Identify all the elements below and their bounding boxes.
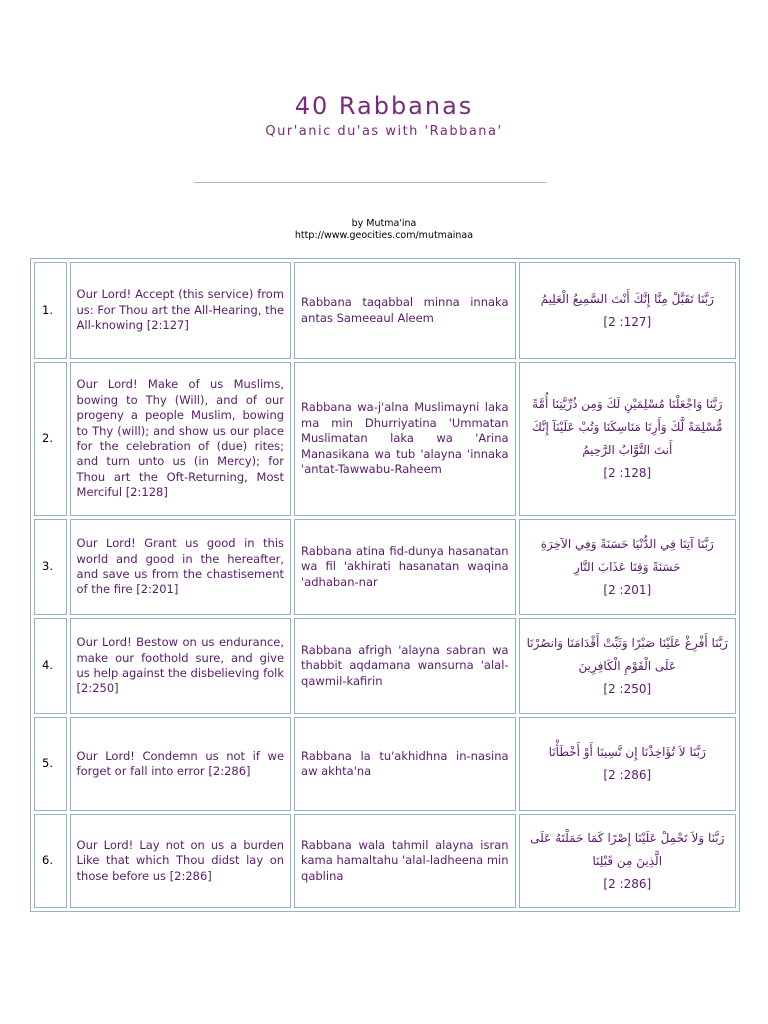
arabic-text: رَبَّنَا وَلاَ تَحْمِلْ عَلَيْنَا إِصْرًا كَمَا حَمَلْتَهُ عَلَى الَّذِينَ مِن قَبْلِنَا: [530, 830, 725, 868]
arabic-cell: [519, 262, 736, 359]
source-url: http://www.geocities.com/mutmainaa: [294, 230, 474, 241]
arabic-cell: [519, 814, 736, 908]
verse-reference: [2 :201]: [603, 582, 652, 597]
table-row: [34, 362, 736, 516]
transliteration: Rabbana taqabbal minna innaka antas Sameeaul Aleem: [294, 262, 516, 359]
english-translation: Our Lord! Accept (this service) from us: For Thou art the All-Hearing, the All-knowing [2:127]: [70, 262, 292, 359]
english-translation: Our Lord! Lay not on us a burden Like that which Thou didst lay on those before us [2:286]: [70, 814, 292, 908]
divider: [194, 182, 547, 183]
transliteration: Rabbana atina fid-dunya hasanatan wa fil 'akhirati hasanatan waqina 'adhaban-nar: [294, 519, 516, 615]
row-number: 2.: [34, 362, 67, 516]
verse-reference: [2 :286]: [603, 768, 652, 782]
duas-table-frame: [30, 258, 740, 912]
table-row: [34, 618, 736, 714]
row-number: 1.: [34, 262, 67, 359]
table-row: [34, 717, 736, 811]
arabic-cell: [519, 362, 736, 516]
verse-reference: [2 :127]: [603, 314, 652, 329]
author-line: by Mutma'ina: [351, 218, 417, 229]
page-title: 40 Rabbanas: [294, 92, 474, 120]
arabic-text: رَبَّنَا آتِنَا فِي الدُّنْيَا حَسَنَةً وَفِي الآخِرَةِ حَسَنَةً وَقِنَا عَذَابَ النَّارِ: [540, 536, 714, 574]
arabic-cell: [519, 618, 736, 714]
verse-reference: [2 :286]: [603, 876, 652, 891]
table-row: [34, 519, 736, 615]
arabic-text: رَبَّنَا أَفْرِغْ عَلَيْنَا صَبْرًا وَثَبِّتْ أَقْدَامَنَا وَانصُرْنَا عَلَى الْقَوْمِ الْكَافِرِينَ: [526, 635, 728, 673]
arabic-cell: [519, 519, 736, 615]
transliteration: Rabbana wa-j'alna Muslimayni laka ma min Dhurriyatina 'Ummatan Muslimatan laka wa 'Arina Manasikana wa tub 'alayna 'innaka 'antat-Tawwabu-Raheem: [294, 362, 516, 516]
transliteration: Rabbana afrigh 'alayna sabran wa thabbit aqdamana wansurna 'alal-qawmil-kafirin: [294, 618, 516, 714]
english-translation: Our Lord! Grant us good in this world and good in the hereafter, and save us from the chastisement of the fire [2:201]: [70, 519, 292, 615]
verse-reference: [2 :250]: [603, 681, 652, 696]
arabic-cell: [519, 717, 736, 811]
transliteration: Rabbana la tu'akhidhna in-nasina aw akhta'na: [294, 717, 516, 811]
transliteration: Rabbana wala tahmil alayna isran kama hamaltahu 'alal-ladheena min qablina: [294, 814, 516, 908]
arabic-text: رَبَّنَا تَقَبَّلْ مِنَّا إِنَّكَ أَنْتَ السَّمِيعُ الْعَلِيمُ: [540, 291, 714, 306]
row-number: 4.: [34, 618, 67, 714]
english-translation: Our Lord! Make of us Muslims, bowing to Thy (Will), and of our progeny a people Muslim, bowing to Thy (will); and show us our place for the celebration of (due) rites; and turn unto us (in Mercy); for Thou art the Oft-Returning, Most Merciful [2:128]: [70, 362, 292, 516]
duas-table: [31, 259, 739, 911]
arabic-text: رَبَّنَا لاَ تُؤَاخِذْنَا إِن نَّسِينَا أَوْ أَخْطَأْنَا: [548, 745, 706, 759]
english-translation: Our Lord! Condemn us not if we forget or fall into error [2:286]: [70, 717, 292, 811]
arabic-text: رَبَّنَا وَاجْعَلْنَا مُسْلِمَيْنِ لَكَ وَمِن ذُرِّيَّتِنَا أُمَّةً مُّسْلِمَةً لَّكَ وَأَرِنَا مَنَاسِكَنَا وَتُبْ عَلَيْنَآ إِنَّكَ أَنتَ التَّوَّابُ الرَّحِيمُ: [532, 397, 723, 457]
row-number: 6.: [34, 814, 67, 908]
table-row: [34, 814, 736, 908]
page-subtitle: Qur'anic du'as with 'Rabbana': [265, 124, 503, 139]
verse-reference: [2 :128]: [603, 466, 652, 480]
english-translation: Our Lord! Bestow on us endurance, make our foothold sure, and give us help against the disbelieving folk [2:250]: [70, 618, 292, 714]
row-number: 5.: [34, 717, 67, 811]
row-number: 3.: [34, 519, 67, 615]
table-row: [34, 262, 736, 359]
